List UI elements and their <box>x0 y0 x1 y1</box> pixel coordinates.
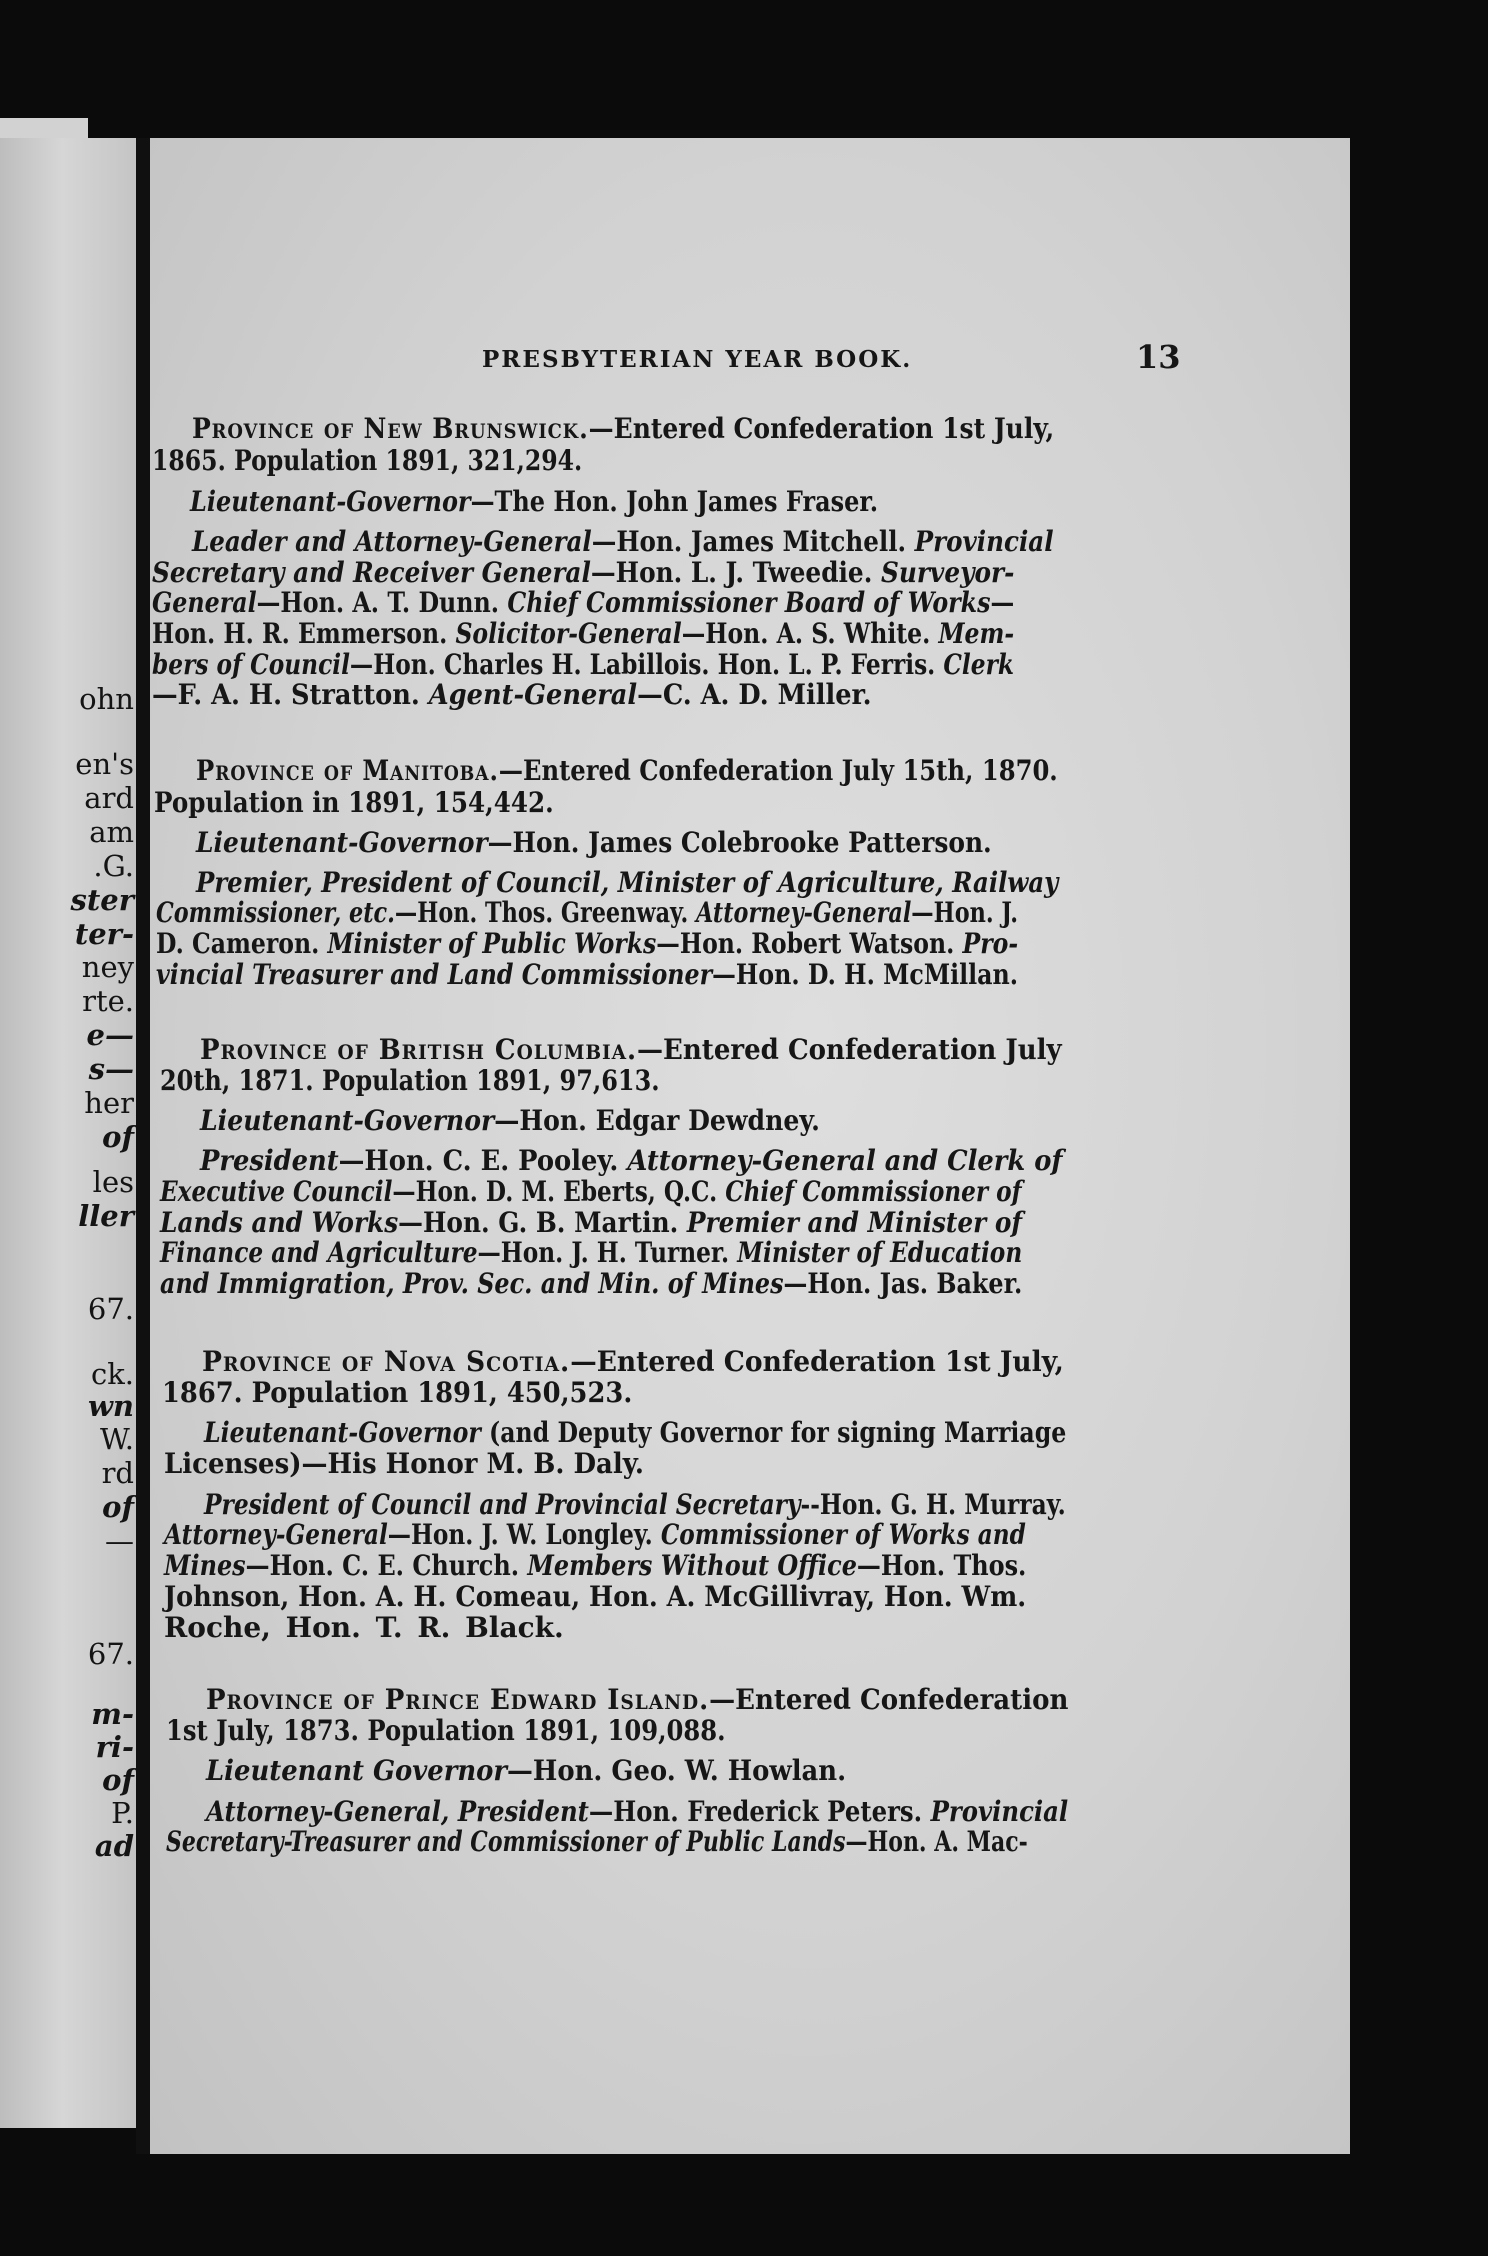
office-title: Surveyor- <box>880 556 1015 589</box>
left-page-fragment: .G. <box>93 849 134 883</box>
text-run: 1st July, 1873. Population 1891, 109,088. <box>166 1714 726 1747</box>
left-page-fragment: — <box>105 1524 134 1558</box>
text-line <box>152 556 1015 589</box>
office-title: Minister of Education <box>737 1236 1023 1269</box>
office-title: Attorney-General and Clerk of <box>627 1144 1063 1177</box>
office-title: Executive Council <box>160 1175 393 1208</box>
office-title: Lieutenant-Governor <box>200 1104 495 1137</box>
text-line <box>200 1144 1063 1177</box>
province-heading: Province of Nova Scotia. <box>202 1345 571 1378</box>
office-title: Agent-General <box>428 678 638 711</box>
office-title: Lieutenant-Governor <box>190 485 471 518</box>
text-line <box>164 1447 644 1480</box>
office-title: Secretary and Receiver General <box>152 556 591 589</box>
office-title: Premier and Minister of <box>686 1206 1023 1239</box>
office-title: President <box>200 1144 339 1177</box>
office-title: Commissioner, etc. <box>156 896 395 929</box>
text-line <box>154 786 554 819</box>
text-run: (and Deputy Governor for signing Marriage <box>480 1416 1067 1449</box>
text-line <box>166 1714 726 1747</box>
text-line <box>192 412 1055 445</box>
office-title: bers of Council <box>152 648 350 681</box>
left-page-fragment: en's <box>75 747 134 781</box>
left-page-fragment: ad <box>94 1829 134 1863</box>
text-run: —Hon. A. T. Dunn. <box>256 586 508 619</box>
text-line <box>206 1683 1069 1716</box>
text-run: —Entered Confederation July 15th, 1870. <box>498 754 1058 787</box>
left-page-fragment: ck. <box>90 1357 134 1391</box>
left-page-fragment: wn <box>87 1389 134 1423</box>
text-run: 1865. Population 1891, 321,294. <box>152 444 583 477</box>
text-line <box>164 1611 564 1644</box>
text-line <box>160 1064 660 1097</box>
text-run: —Hon. Robert Watson. <box>656 927 963 960</box>
text-line <box>164 1580 1027 1613</box>
text-line <box>156 958 1019 991</box>
text-run: Johnson, Hon. A. H. Comeau, Hon. A. McGillivray, Hon. Wm. <box>164 1580 1027 1613</box>
office-title: Pro- <box>962 927 1019 960</box>
office-title: Attorney-General <box>164 1518 388 1551</box>
text-run: —Hon. Charles H. Labillois. Hon. L. P. Ferris. <box>349 648 944 681</box>
text-line <box>166 1825 1028 1858</box>
office-title: Secretary-Treasurer and Commissioner of Public Lands <box>166 1825 846 1858</box>
text-line <box>204 1488 1066 1521</box>
text-run: —Hon. D. M. Eberts, Q.C. <box>392 1175 726 1208</box>
text-run: Licenses)—His Honor M. B. Daly. <box>164 1447 644 1480</box>
left-page-fragment: ri- <box>95 1730 134 1764</box>
text-run: —Hon. L. J. Tweedie. <box>590 556 881 589</box>
text-run: Roche, Hon. T. R. Black. <box>164 1611 564 1644</box>
office-title: Clerk <box>943 648 1014 681</box>
office-title: Leader and Attorney-General <box>192 525 592 558</box>
text-run: —Hon. C. E. Pooley. <box>338 1144 628 1177</box>
text-line <box>192 525 1054 558</box>
text-line <box>160 1175 1022 1208</box>
text-line <box>196 754 1058 787</box>
office-title: and Immigration, Prov. Sec. and Min. of Mines <box>160 1267 784 1300</box>
text-run: —Entered Confederation <box>709 1683 1069 1716</box>
office-title: Lieutenant-Governor <box>196 826 488 859</box>
text-run: —Entered Confederation July <box>636 1033 1062 1066</box>
left-page-fragment: ster <box>70 883 134 917</box>
text-run: —C. A. D. Miller. <box>637 678 872 711</box>
province-heading: Province of Prince Edward Island. <box>206 1683 710 1716</box>
text-run: —Hon. Geo. W. Howlan. <box>507 1754 847 1787</box>
page-number: 13 <box>1136 338 1181 376</box>
text-line <box>202 1345 1064 1378</box>
office-title: Lieutenant Governor <box>206 1754 508 1787</box>
text-run: —Entered Confederation 1st July, <box>588 412 1055 445</box>
text-line <box>152 678 872 711</box>
text-line <box>160 1206 1023 1239</box>
left-page-fragment: ohn <box>79 682 134 716</box>
text-run: —Hon. J. <box>911 896 1019 929</box>
office-title: Chief Commissioner Board of Works <box>507 586 991 619</box>
office-title: Commissioner of Works and <box>660 1518 1026 1551</box>
text-run: —Hon. J. H. Turner. <box>477 1236 738 1269</box>
text-run: 20th, 1871. Population 1891, 97,613. <box>160 1064 660 1097</box>
left-page-fragment: her <box>84 1086 134 1120</box>
office-title: Mem- <box>938 617 1015 650</box>
left-page-text-fragments <box>0 138 138 2128</box>
text-run: —Hon. Frederick Peters. <box>588 1795 931 1828</box>
text-line <box>200 1104 820 1137</box>
province-heading: Province of New Brunswick. <box>192 412 589 445</box>
office-title: Chief Commissioner of <box>725 1175 1022 1208</box>
office-title: Attorney-General <box>695 896 912 929</box>
left-page-fragment: 67. <box>87 1292 134 1326</box>
book-gutter <box>136 138 150 2154</box>
text-run: —Hon. J. W. Longley. <box>387 1518 661 1551</box>
text-run: Hon. H. R. Emmerson. <box>152 617 456 650</box>
text-run: —Hon. A. S. White. <box>681 617 939 650</box>
office-title: Lands and Works <box>160 1206 399 1239</box>
text-line <box>152 444 583 477</box>
text-run: —Hon. Edgar Dewdney. <box>494 1104 820 1137</box>
office-title: Lieutenant-Governor <box>204 1416 481 1449</box>
text-line <box>164 1518 1026 1551</box>
text-line <box>152 617 1015 650</box>
office-title: President of Council and Provincial Secretary <box>204 1488 801 1521</box>
text-line <box>152 586 1015 619</box>
left-page-edge <box>0 118 88 140</box>
left-page-fragment: s— <box>88 1052 134 1086</box>
text-line <box>200 1033 1062 1066</box>
text-line <box>190 485 879 518</box>
province-heading: Province of British Columbia. <box>200 1033 637 1066</box>
left-page-fragment: W. <box>100 1422 134 1456</box>
main-page <box>150 138 1350 2154</box>
text-line <box>156 896 1019 929</box>
running-head: PRESBYTERIAN YEAR BOOK. <box>482 346 913 373</box>
text-run: — <box>990 586 1015 619</box>
office-title: Provincial <box>914 525 1054 558</box>
office-title: Provincial <box>930 1795 1069 1828</box>
office-title: Premier, President of Council, Minister of Agriculture, Railway <box>196 866 1059 899</box>
text-line <box>196 826 992 859</box>
left-page-fragment: am <box>89 815 134 849</box>
left-page-fragment: e— <box>86 1018 134 1052</box>
text-run: —The Hon. John James Fraser. <box>470 485 879 518</box>
left-page-fragment: rte. <box>82 984 134 1018</box>
left-page-fragment: ter- <box>74 917 134 951</box>
text-line <box>156 927 1019 960</box>
left-page-fragment: of <box>102 1763 134 1797</box>
text-line <box>196 866 1059 899</box>
text-run: —Hon. James Colebrooke Patterson. <box>487 826 992 859</box>
left-page-fragment: 67. <box>87 1637 134 1671</box>
office-title: Members Without Office <box>527 1549 857 1582</box>
left-page-fragment: ller <box>78 1199 134 1233</box>
text-run: —Hon. James Mitchell. <box>591 525 915 558</box>
left-page-fragment: P. <box>111 1796 134 1830</box>
text-run: —Hon. D. H. McMillan. <box>712 958 1019 991</box>
left-page-fragment: ney <box>81 950 134 984</box>
text-run: Population in 1891, 154,442. <box>154 786 554 819</box>
text-run: —Hon. C. E. Church. <box>245 1549 528 1582</box>
office-title: Mines <box>164 1549 246 1582</box>
text-run: —Hon. G. B. Martin. <box>398 1206 687 1239</box>
left-page <box>0 138 138 2128</box>
text-line <box>162 1376 633 1409</box>
text-run: —Hon. Thos. <box>856 1549 1027 1582</box>
left-page-fragment: of <box>102 1490 134 1524</box>
left-page-fragment: les <box>92 1165 134 1199</box>
text-line <box>204 1416 1067 1449</box>
office-title: Solicitor-General <box>455 617 682 650</box>
left-page-fragment: ard <box>84 781 134 815</box>
province-heading: Province of Manitoba. <box>196 754 499 787</box>
text-run: —Hon. A. Mac- <box>845 1825 1028 1858</box>
text-run: —F. A. H. Stratton. <box>152 678 429 711</box>
text-run: —Entered Confederation 1st July, <box>570 1345 1064 1378</box>
left-page-fragment: rd <box>101 1456 134 1490</box>
office-title: Finance and Agriculture <box>160 1236 478 1269</box>
office-title: General <box>152 586 257 619</box>
text-run: 1867. Population 1891, 450,523. <box>162 1376 633 1409</box>
office-title: Attorney-General, President <box>206 1795 589 1828</box>
text-line <box>160 1236 1023 1269</box>
text-line <box>152 648 1014 681</box>
text-run: —Hon. Thos. Greenway. <box>394 896 696 929</box>
office-title: Minister of Public Works <box>327 927 657 960</box>
text-line <box>160 1267 1023 1300</box>
text-line <box>164 1549 1027 1582</box>
text-line <box>206 1754 847 1787</box>
text-line <box>206 1795 1069 1828</box>
text-run: D. Cameron. <box>156 927 328 960</box>
text-run: —Hon. Jas. Baker. <box>783 1267 1023 1300</box>
left-page-fragment: of <box>102 1120 134 1154</box>
text-run: --Hon. G. H. Murray. <box>800 1488 1066 1521</box>
left-page-fragment: m- <box>91 1697 134 1731</box>
office-title: vincial Treasurer and Land Commissioner <box>156 958 713 991</box>
